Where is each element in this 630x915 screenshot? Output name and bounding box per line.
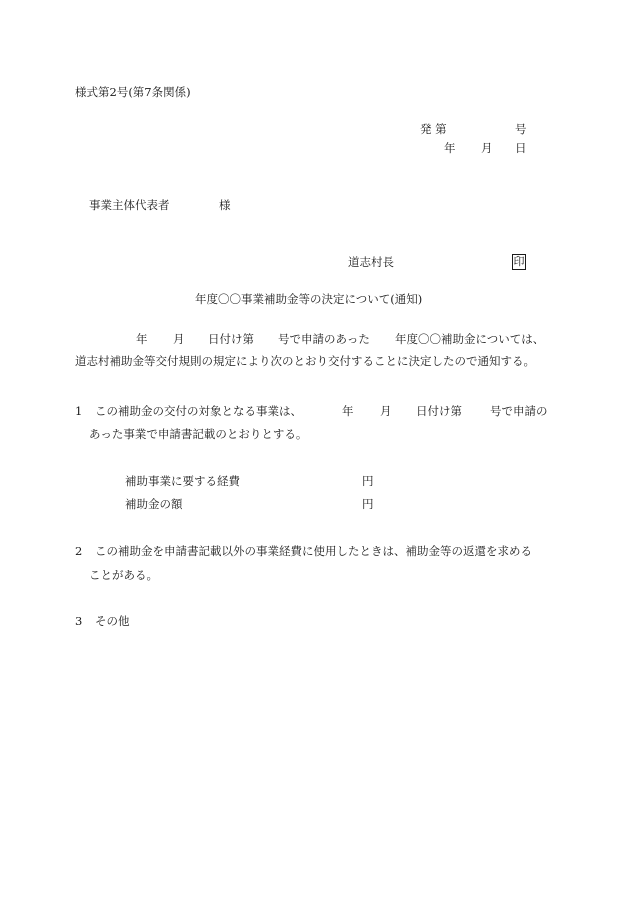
item-3-number: 3 bbox=[75, 614, 83, 628]
cost-label-1: 補助事業に要する経費 bbox=[125, 474, 240, 488]
item-1-received: 号で申請の bbox=[490, 404, 548, 418]
intro-received: 号で申請のあった bbox=[278, 332, 370, 346]
item-2-number: 2 bbox=[75, 544, 83, 558]
document-title: 年度〇〇事業補助金等の決定について(通知) bbox=[195, 292, 423, 306]
issuer-seal-box bbox=[512, 254, 526, 270]
issuer-name: 道志村長 bbox=[348, 255, 394, 269]
item-1-number: 1 bbox=[75, 404, 83, 418]
issue-number-prefix: 発 第 bbox=[420, 122, 447, 136]
cost-label-2: 補助金の額 bbox=[125, 497, 183, 511]
cost-unit-2: 円 bbox=[362, 497, 374, 511]
item-1-month: 月 bbox=[380, 404, 392, 418]
seal-mark: 印 bbox=[513, 255, 525, 268]
date-month: 月 bbox=[481, 141, 493, 155]
item-2-line-1: この補助金を申請書記載以外の事業経費に使用したときは、補助金等の返還を求める bbox=[95, 544, 532, 558]
intro-year: 年 bbox=[136, 332, 148, 346]
intro-day-number: 日付け第 bbox=[208, 332, 254, 346]
form-label: 様式第2号(第7条関係) bbox=[75, 85, 191, 99]
intro-month: 月 bbox=[173, 332, 185, 346]
item-3-text: その他 bbox=[95, 614, 130, 628]
intro-line-2: 道志村補助金等交付規則の規定により次のとおり交付することに決定したので通知する。 bbox=[75, 354, 535, 368]
cost-unit-1: 円 bbox=[362, 474, 374, 488]
item-2-line-2: ことがある。 bbox=[89, 568, 158, 582]
addressee-honorific: 様 bbox=[219, 198, 231, 212]
item-1-line-2: あった事業で申請書記載のとおりとする。 bbox=[89, 427, 308, 441]
issue-number-suffix: 号 bbox=[515, 122, 527, 136]
intro-subsidy: 年度〇〇補助金については、 bbox=[395, 332, 545, 346]
item-1-year: 年 bbox=[342, 404, 354, 418]
date-year: 年 bbox=[444, 141, 456, 155]
item-1-text: この補助金の交付の対象となる事業は、 bbox=[95, 404, 302, 418]
addressee-name: 事業主体代表者 bbox=[89, 198, 170, 212]
item-1-day-number: 日付け第 bbox=[416, 404, 462, 418]
date-day: 日 bbox=[515, 141, 527, 155]
